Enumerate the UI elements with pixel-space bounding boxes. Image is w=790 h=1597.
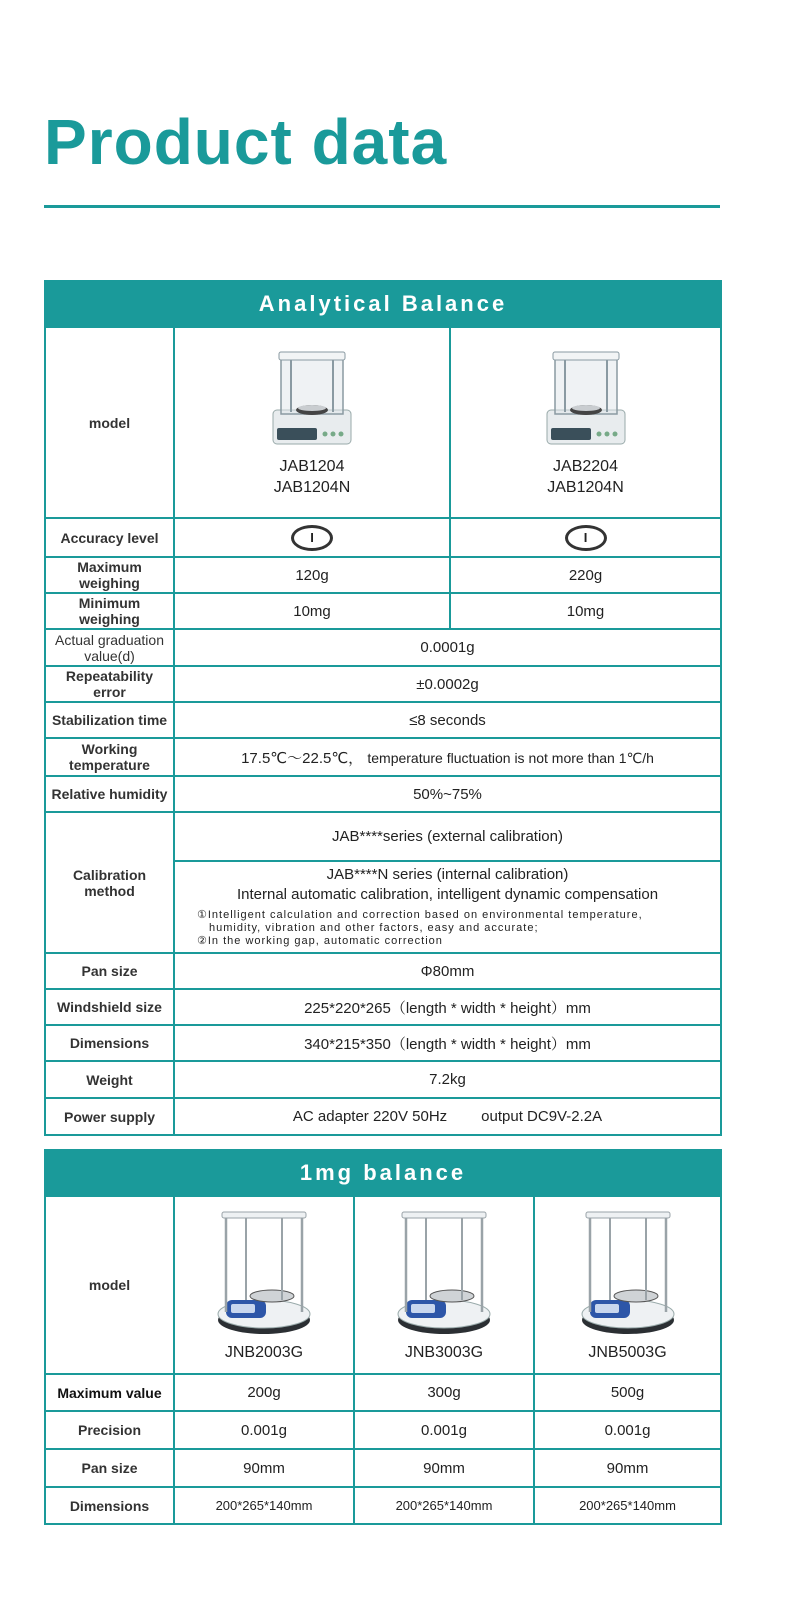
max-value: 200g bbox=[174, 1374, 354, 1411]
working-temp-label bbox=[45, 738, 174, 776]
dimensions-label: Dimensions bbox=[45, 1487, 174, 1524]
pan-size-value: 90mm bbox=[534, 1449, 721, 1487]
calibration-external: JAB****series (external calibration) bbox=[174, 812, 721, 861]
model-name-line: JAB2204 bbox=[553, 457, 618, 475]
model-cell bbox=[534, 1196, 721, 1374]
calibration-label-line: method bbox=[84, 882, 135, 899]
repeatability-label: Repeatability error bbox=[45, 666, 174, 702]
min-weighing-label: Minimum weighing bbox=[45, 593, 174, 629]
precision-value: 0.001g bbox=[534, 1411, 721, 1449]
accuracy-class-badge: I bbox=[565, 525, 607, 551]
stabilization-value: ≤8 seconds bbox=[174, 702, 721, 738]
precision-label: Precision bbox=[45, 1411, 174, 1449]
power-value bbox=[174, 1098, 721, 1135]
page-title: Product data bbox=[44, 106, 448, 178]
calibration-label bbox=[45, 812, 174, 953]
min-weighing-value: 10mg bbox=[174, 593, 450, 629]
analytical-balance-image bbox=[541, 348, 631, 452]
max-value: 500g bbox=[534, 1374, 721, 1411]
power-output: output DC9V-2.2A bbox=[481, 1108, 603, 1125]
pan-size-value: 90mm bbox=[354, 1449, 534, 1487]
min-weighing-value: 10mg bbox=[450, 593, 721, 629]
working-temp-value bbox=[174, 738, 721, 776]
weight-label: Weight bbox=[45, 1061, 174, 1098]
graduation-label-line: Actual graduation bbox=[55, 631, 164, 648]
calibration-note: ①Intelligent calculation and correction based on environmental temperature, bbox=[197, 908, 643, 921]
model-label: model bbox=[45, 327, 174, 518]
analytical-balance-image bbox=[267, 348, 357, 452]
max-weighing-label: Maximum weighing bbox=[45, 557, 174, 593]
windshield-label: Windshield size bbox=[45, 989, 174, 1025]
pan-size-value: Φ80mm bbox=[174, 953, 721, 989]
max-weighing-value: 120g bbox=[174, 557, 450, 593]
calibration-internal bbox=[174, 861, 721, 953]
model-label: model bbox=[45, 1196, 174, 1374]
analytical-header: Analytical Balance bbox=[45, 281, 721, 327]
working-temp-label-line: temperature bbox=[69, 757, 150, 773]
model-name: JNB2003G bbox=[224, 1343, 304, 1361]
max-value-label: Maximum value bbox=[45, 1374, 174, 1411]
mg-balance-image bbox=[578, 1208, 678, 1338]
calibration-label-line: Calibration bbox=[72, 866, 147, 883]
temp-fluctuation: temperature fluctuation is not more than 1℃/h bbox=[367, 749, 654, 766]
analytical-balance-table bbox=[44, 280, 722, 1136]
pan-size-label: Pan size bbox=[45, 953, 174, 989]
graduation-value: 0.0001g bbox=[174, 629, 721, 666]
power-input: AC adapter 220V 50Hz bbox=[292, 1108, 448, 1125]
accuracy-cell bbox=[450, 518, 721, 557]
accuracy-class-badge: I bbox=[291, 525, 333, 551]
precision-value: 0.001g bbox=[354, 1411, 534, 1449]
model-name-line: JAB1204N bbox=[547, 478, 624, 496]
weight-value: 7.2kg bbox=[174, 1061, 721, 1098]
model-cell bbox=[354, 1196, 534, 1374]
model-name-line: JAB1204N bbox=[273, 478, 351, 496]
windshield-value: 225*220*265（length * width * height）mm bbox=[174, 989, 721, 1025]
dimensions-value: 200*265*140mm bbox=[354, 1487, 534, 1524]
model-name: JNB5003G bbox=[588, 1343, 667, 1361]
dimensions-label: Dimensions bbox=[45, 1025, 174, 1061]
calibration-internal-title: JAB****N series (internal calibration) bbox=[326, 865, 569, 883]
calibration-notes bbox=[179, 905, 716, 950]
working-temp-label-line: Working bbox=[81, 741, 138, 757]
accuracy-label: Accuracy level bbox=[45, 518, 174, 557]
dimensions-value: 200*265*140mm bbox=[534, 1487, 721, 1524]
pan-size-value: 90mm bbox=[174, 1449, 354, 1487]
humidity-value: 50%~75% bbox=[174, 776, 721, 812]
temp-range: 17.5℃～22.5℃， bbox=[241, 749, 364, 767]
stabilization-label: Stabilization time bbox=[45, 702, 174, 738]
graduation-label-line: value(d) bbox=[84, 647, 135, 664]
model-name: JNB3003G bbox=[404, 1343, 484, 1361]
precision-value: 0.001g bbox=[174, 1411, 354, 1449]
mg-header: 1mg balance bbox=[45, 1150, 721, 1196]
mg-balance-table bbox=[44, 1149, 722, 1525]
model-cell bbox=[174, 327, 450, 518]
mg-balance-image bbox=[394, 1208, 494, 1338]
calibration-note: ②In the working gap, automatic correction bbox=[197, 934, 443, 947]
pan-size-label: Pan size bbox=[45, 1449, 174, 1487]
graduation-label bbox=[45, 629, 174, 666]
dimensions-value: 200*265*140mm bbox=[174, 1487, 354, 1524]
humidity-label: Relative humidity bbox=[45, 776, 174, 812]
model-cell bbox=[450, 327, 721, 518]
calibration-internal-desc: Internal automatic calibration, intelligent dynamic compensation bbox=[236, 885, 659, 903]
power-label: Power supply bbox=[45, 1098, 174, 1135]
calibration-note: humidity, vibration and other factors, easy and accurate; bbox=[209, 921, 539, 934]
repeatability-value: ±0.0002g bbox=[174, 666, 721, 702]
model-cell bbox=[174, 1196, 354, 1374]
max-weighing-value: 220g bbox=[450, 557, 721, 593]
max-value: 300g bbox=[354, 1374, 534, 1411]
model-name-line: JAB1204 bbox=[279, 457, 345, 475]
accuracy-cell bbox=[174, 518, 450, 557]
title-divider bbox=[44, 205, 720, 208]
mg-balance-image bbox=[214, 1208, 314, 1338]
dimensions-value: 340*215*350（length * width * height）mm bbox=[174, 1025, 721, 1061]
